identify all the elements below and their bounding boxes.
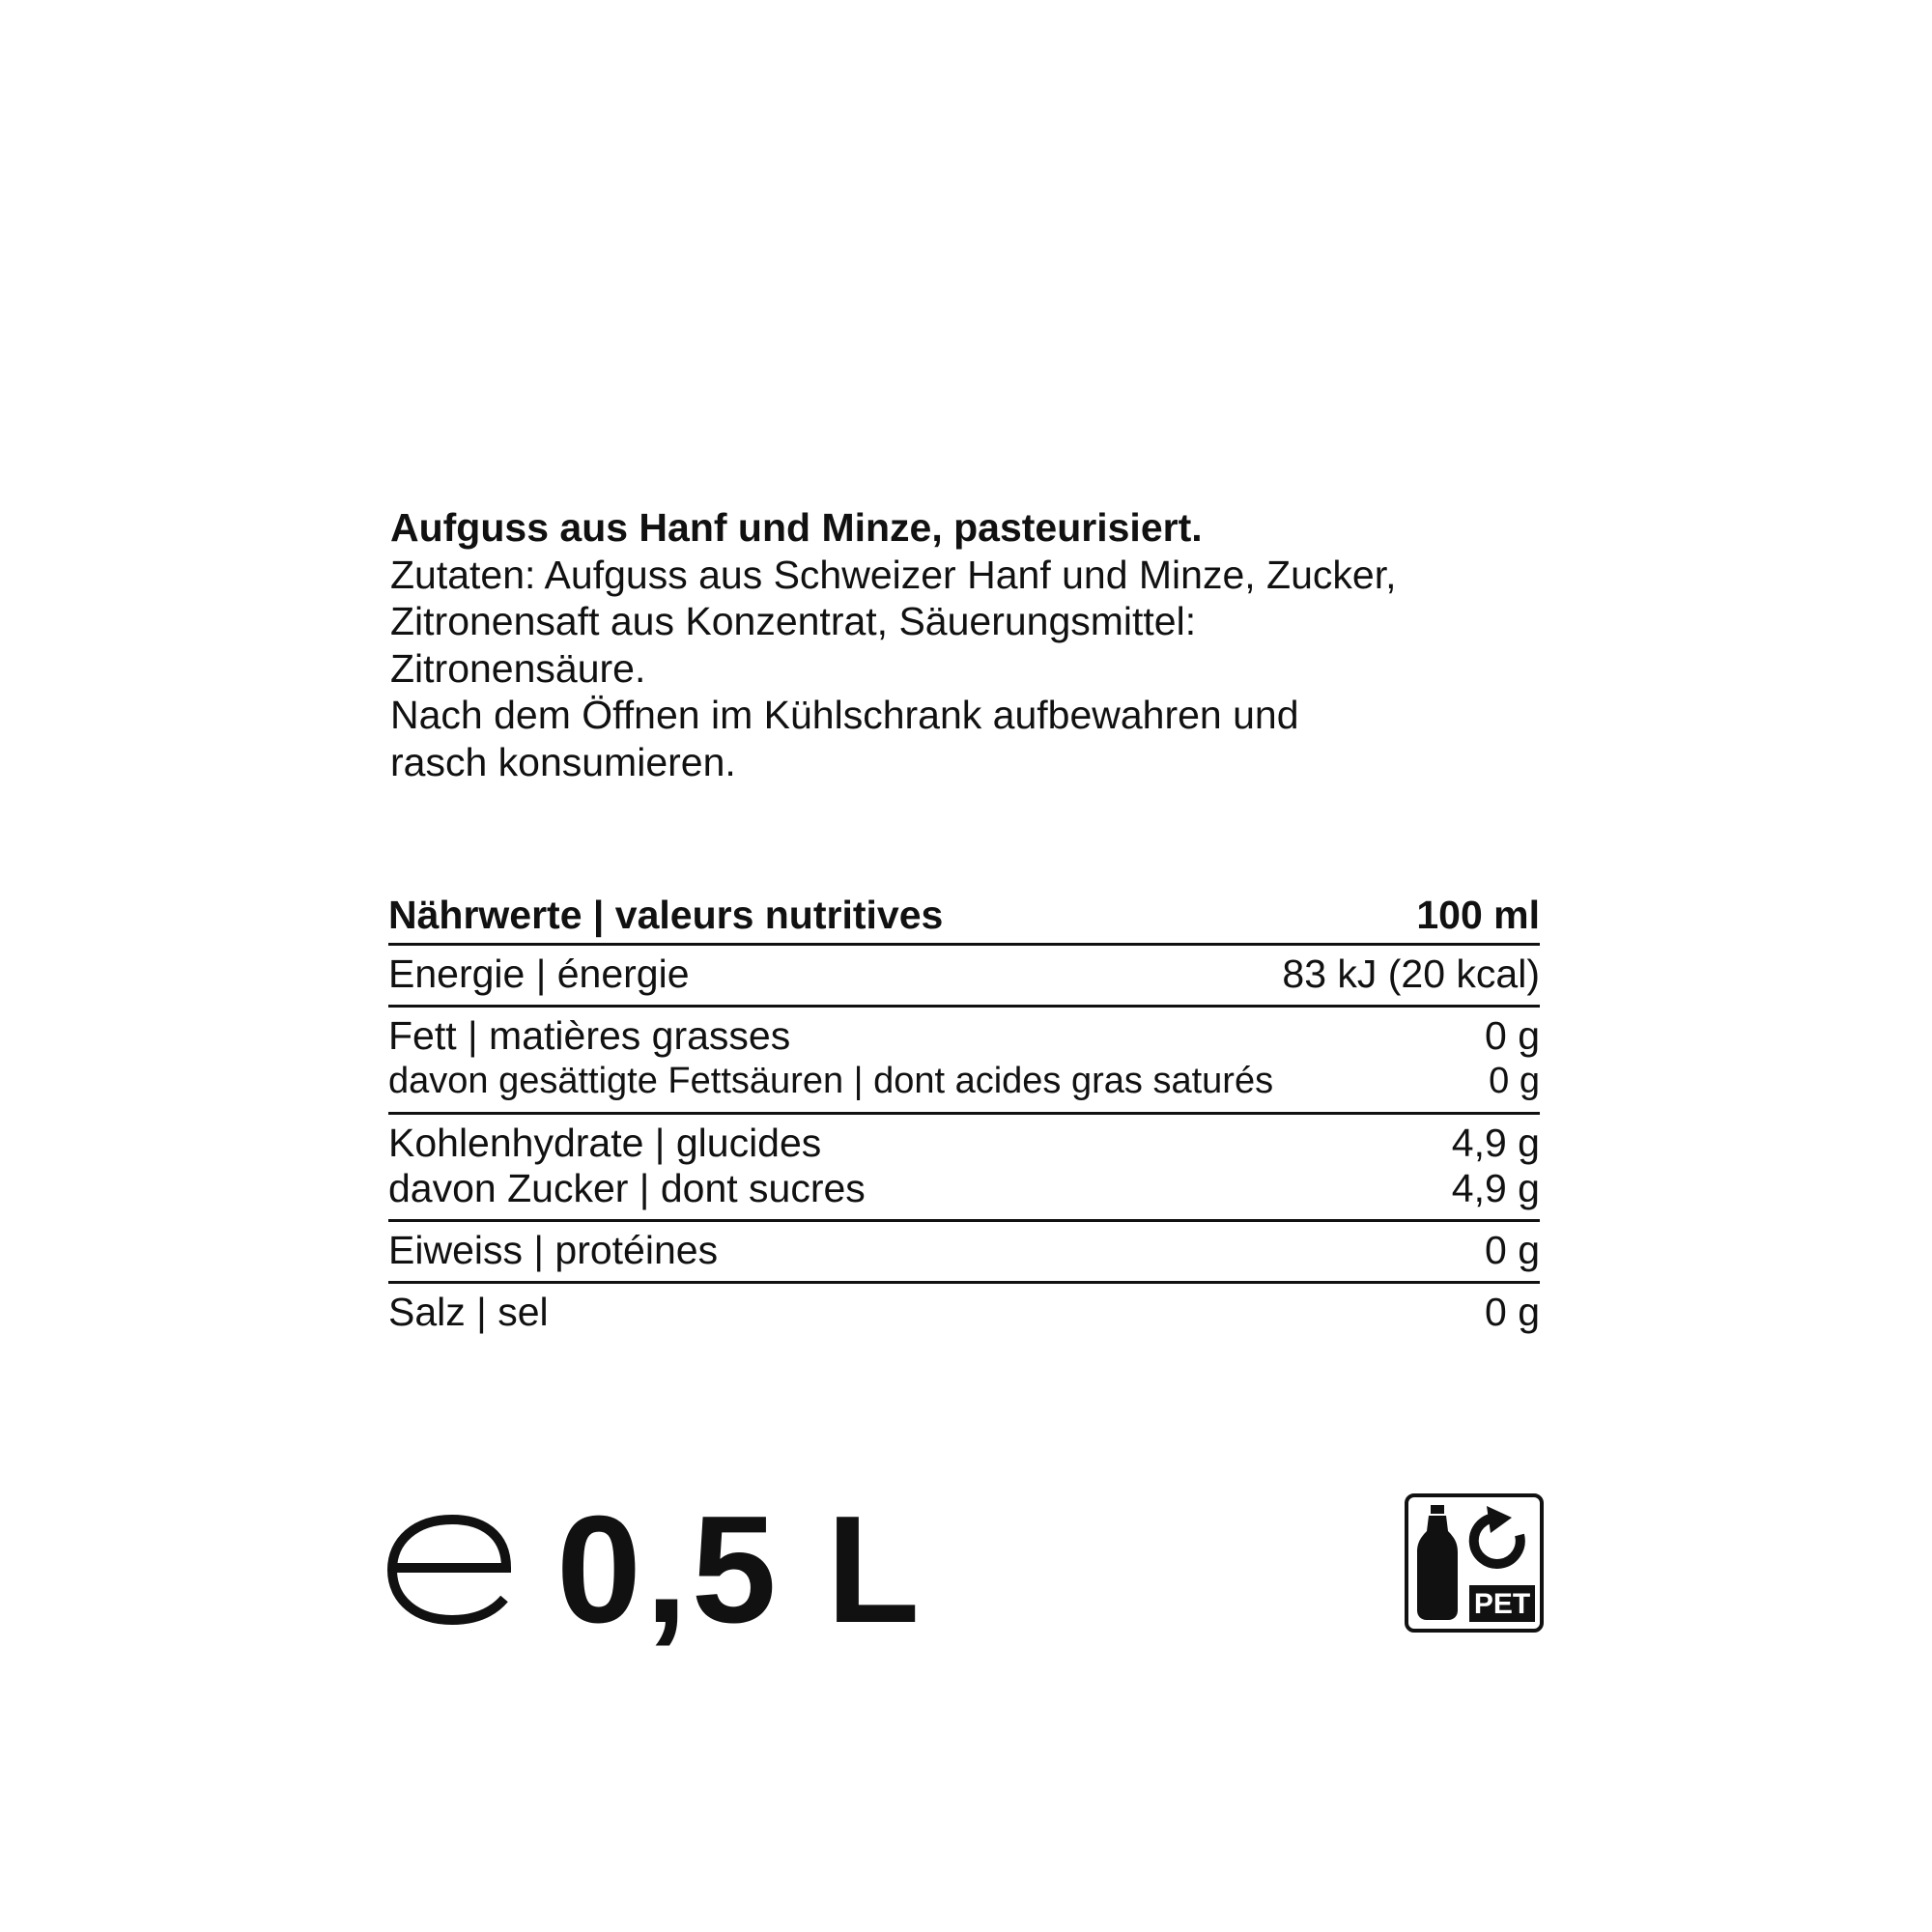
volume-value: 0,5 L (556, 1485, 924, 1655)
nutrition-group-carbohydrates (388, 1115, 1540, 1222)
nutrition-row-sugars (388, 1166, 1540, 1211)
energy-value: 83 kJ (20 kcal) (1282, 952, 1540, 996)
nutrition-row-protein (388, 1228, 1540, 1273)
storage-line-1: Nach dem Öffnen im Kühlschrank aufbewahren und (390, 693, 1299, 737)
nutrition-row-energy (388, 952, 1540, 997)
fat-value: 0 g (1485, 1013, 1540, 1058)
estimated-sign-icon (383, 1512, 518, 1628)
nutrition-row-carbohydrates (388, 1121, 1540, 1166)
carbohydrates-label: Kohlenhydrate | glucides (388, 1121, 822, 1165)
sugars-value: 4,9 g (1451, 1166, 1540, 1210)
saturated-fat-value: 0 g (1489, 1061, 1540, 1101)
protein-label: Eiweiss | protéines (388, 1228, 719, 1272)
saturated-fat-label: davon gesättigte Fettsäuren | dont acides gras saturés (388, 1061, 1274, 1101)
nutrition-header-unit: 100 ml (1416, 893, 1540, 937)
nutrition-table (388, 887, 1540, 1343)
pet-recycling-icon (1404, 1492, 1545, 1634)
nutrition-row-saturated-fat (388, 1059, 1540, 1104)
product-name: Aufguss aus Hanf und Minze, pasteurisiert. (390, 505, 1203, 550)
volume-block (383, 1483, 923, 1657)
nutrition-header (388, 887, 1540, 946)
nutrition-group-energy (388, 946, 1540, 1008)
nutrition-group-protein (388, 1222, 1540, 1284)
sugars-label: davon Zucker | dont sucres (388, 1166, 866, 1210)
ingredients-block (390, 504, 1569, 785)
nutrition-row-fat (388, 1013, 1540, 1059)
nutrition-group-fat (388, 1008, 1540, 1115)
fat-label: Fett | matières grasses (388, 1013, 791, 1058)
salt-label: Salz | sel (388, 1290, 549, 1334)
ingredients-line-2: Zitronensaft aus Konzentrat, Säuerungsmittel: (390, 599, 1197, 643)
ingredients-line-3: Zitronensäure. (390, 645, 646, 691)
pet-label: PET (1473, 1588, 1531, 1620)
storage-line-2: rasch konsumieren. (390, 739, 736, 784)
carbohydrates-value: 4,9 g (1451, 1121, 1540, 1165)
ingredients-line-1: Zutaten: Aufguss aus Schweizer Hanf und Minze, Zucker, (390, 552, 1397, 597)
nutrition-group-salt (388, 1284, 1540, 1343)
nutrition-row-salt (388, 1290, 1540, 1335)
protein-value: 0 g (1485, 1228, 1540, 1272)
salt-value: 0 g (1485, 1290, 1540, 1334)
energy-label: Energie | énergie (388, 952, 690, 996)
nutrition-header-label: Nährwerte | valeurs nutritives (388, 893, 944, 937)
